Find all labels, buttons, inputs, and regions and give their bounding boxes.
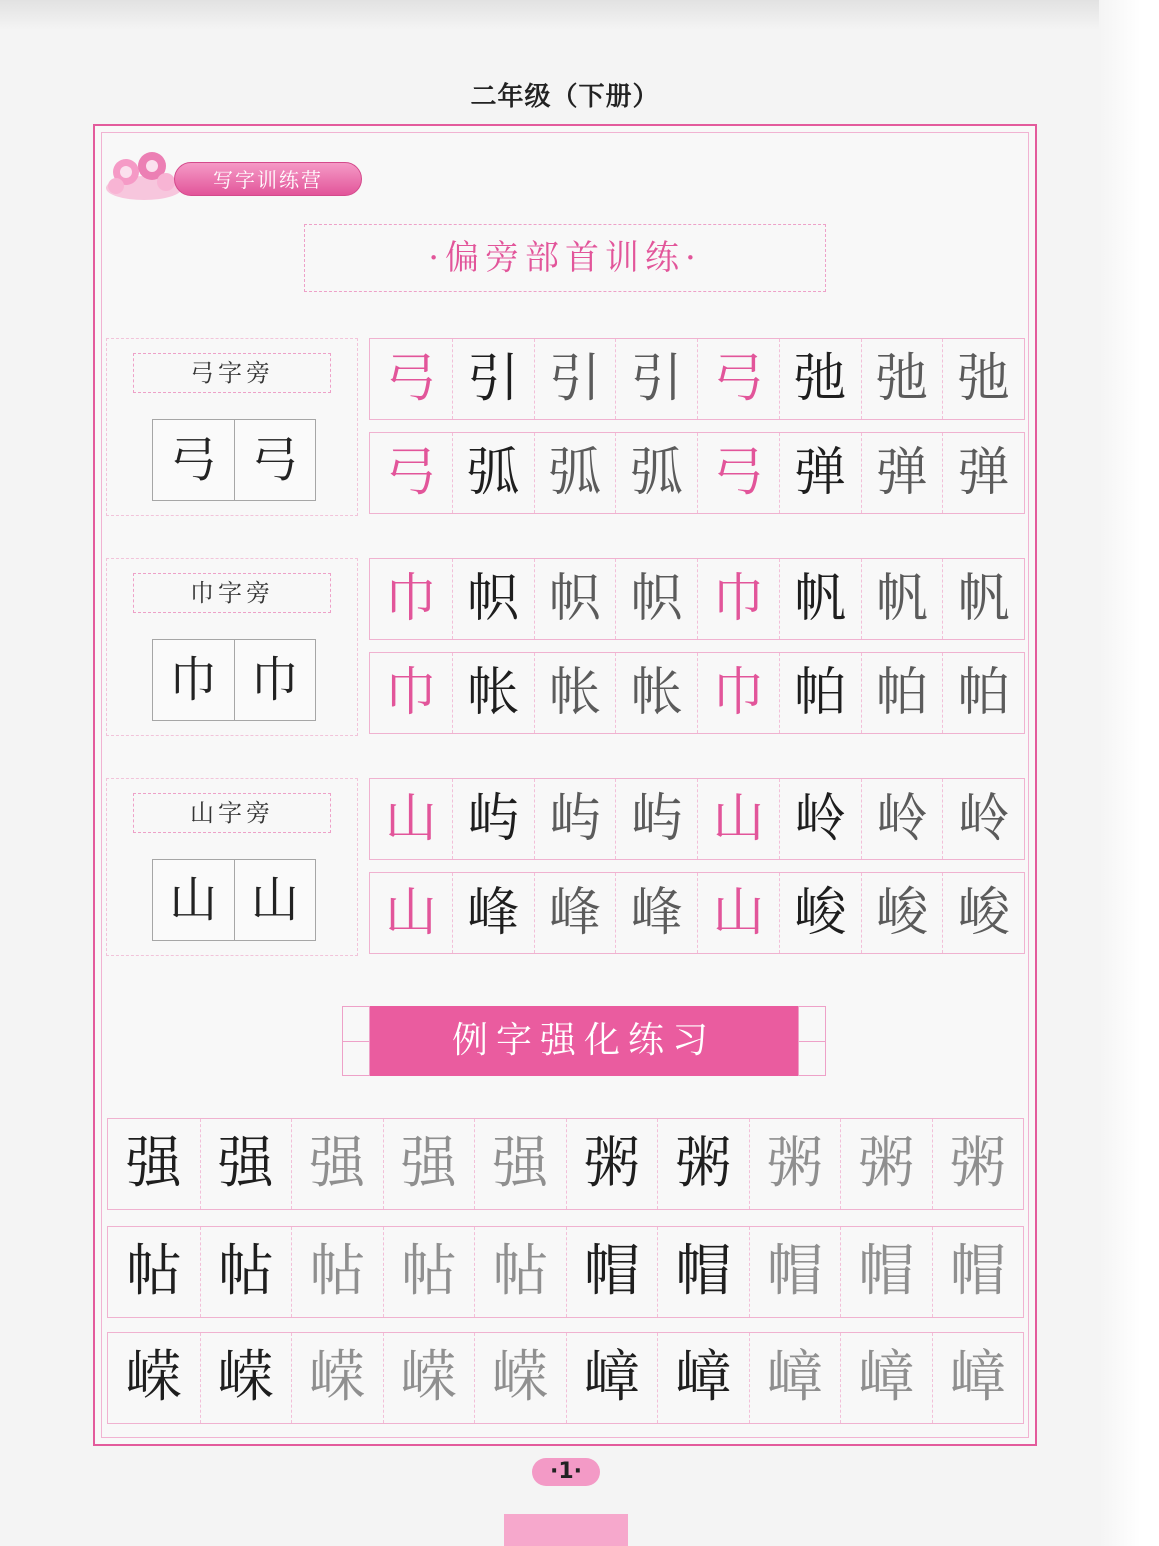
trace-char-cell: 弧 bbox=[534, 433, 616, 513]
radical-cell: 巾 bbox=[384, 569, 437, 629]
trace-char-cell: 峻 bbox=[942, 873, 1024, 953]
radical-cell: 山 bbox=[697, 873, 779, 953]
example-char-cell: 帆 bbox=[779, 559, 861, 639]
radical-sample-char: 山 bbox=[169, 872, 218, 928]
radical-sample-box bbox=[152, 859, 316, 941]
trace-char-cell: 强 bbox=[474, 1119, 566, 1209]
trace-char-cell: 嶂 bbox=[932, 1333, 1024, 1423]
example-char-cell: 弛 bbox=[779, 339, 861, 419]
radical-cell: 山 bbox=[384, 883, 437, 943]
trace-char-cell: 帜 bbox=[615, 559, 697, 639]
trace-char-cell: 峰 bbox=[534, 873, 616, 953]
example-char-cell: 岭 bbox=[779, 779, 861, 859]
trace-row bbox=[369, 872, 1025, 954]
example-char-cell: 引 bbox=[452, 339, 534, 419]
radical-sample-box bbox=[152, 639, 316, 721]
radical-sample-char: 山 bbox=[234, 860, 316, 940]
radical-cell: 山 bbox=[384, 789, 437, 849]
trace-char-cell: 屿 bbox=[615, 779, 697, 859]
trace-char-cell: 帖 bbox=[291, 1227, 383, 1317]
banner-left-grid bbox=[342, 1006, 370, 1076]
bottom-color-tab bbox=[504, 1514, 628, 1546]
trace-char-cell: 帐 bbox=[615, 653, 697, 733]
trace-char-cell: 嵘 bbox=[291, 1333, 383, 1423]
example-char-cell: 嶂 bbox=[566, 1333, 658, 1423]
radical-label: 山字旁 bbox=[133, 793, 331, 833]
radical-training-title: ·偏旁部首训练· bbox=[304, 224, 826, 292]
trace-char-cell: 粥 bbox=[932, 1119, 1024, 1209]
radical-cell: 弓 bbox=[384, 443, 437, 503]
trace-char-cell: 岭 bbox=[942, 779, 1024, 859]
radical-cell: 山 bbox=[697, 779, 779, 859]
page-number: ·1· bbox=[532, 1458, 600, 1486]
writing-camp-label: 写字训练营 bbox=[174, 162, 362, 196]
trace-char-cell: 弹 bbox=[861, 433, 943, 513]
trace-char-cell: 帽 bbox=[749, 1227, 841, 1317]
grade-title: 二年级（下册） bbox=[470, 82, 660, 112]
trace-char-cell: 嶂 bbox=[749, 1333, 841, 1423]
trace-char-cell: 引 bbox=[615, 339, 697, 419]
example-char-cell: 嵘 bbox=[200, 1333, 292, 1423]
example-row bbox=[107, 1332, 1024, 1424]
radical-cell: 巾 bbox=[697, 559, 779, 639]
trace-char-cell: 弛 bbox=[942, 339, 1024, 419]
trace-char-cell: 嵘 bbox=[474, 1333, 566, 1423]
trace-char-cell: 帕 bbox=[861, 653, 943, 733]
example-char-cell: 嶂 bbox=[657, 1333, 749, 1423]
trace-row bbox=[369, 338, 1025, 420]
radical-sample-box bbox=[152, 419, 316, 501]
example-char-cell: 弹 bbox=[779, 433, 861, 513]
trace-char-cell: 嶂 bbox=[840, 1333, 932, 1423]
radical-panel-gong bbox=[106, 338, 358, 516]
radical-cell: 巾 bbox=[697, 653, 779, 733]
example-char-cell: 帜 bbox=[452, 559, 534, 639]
radical-cell: 弓 bbox=[697, 339, 779, 419]
trace-char-cell: 帽 bbox=[932, 1227, 1024, 1317]
page-right-shadow bbox=[1099, 0, 1159, 1546]
trace-char-cell: 帖 bbox=[474, 1227, 566, 1317]
practice-banner bbox=[342, 1006, 826, 1076]
example-char-cell: 帽 bbox=[657, 1227, 749, 1317]
banner-right-grid bbox=[798, 1006, 826, 1076]
trace-row bbox=[369, 778, 1025, 860]
trace-char-cell: 引 bbox=[534, 339, 616, 419]
trace-char-cell: 帜 bbox=[534, 559, 616, 639]
writing-camp-badge bbox=[104, 148, 362, 206]
trace-char-cell: 帕 bbox=[942, 653, 1024, 733]
flower-icon bbox=[104, 148, 184, 206]
trace-row bbox=[369, 652, 1025, 734]
example-row bbox=[107, 1118, 1024, 1210]
radical-label: 弓字旁 bbox=[133, 353, 331, 393]
example-char-cell: 强 bbox=[200, 1119, 292, 1209]
example-char-cell: 峰 bbox=[452, 873, 534, 953]
example-char-cell: 屿 bbox=[452, 779, 534, 859]
trace-char-cell: 强 bbox=[291, 1119, 383, 1209]
trace-char-cell: 强 bbox=[383, 1119, 475, 1209]
example-char-cell: 帖 bbox=[125, 1239, 182, 1304]
example-char-cell: 帐 bbox=[452, 653, 534, 733]
example-char-cell: 峻 bbox=[779, 873, 861, 953]
trace-char-cell: 弛 bbox=[861, 339, 943, 419]
trace-char-cell: 嵘 bbox=[383, 1333, 475, 1423]
trace-char-cell: 峰 bbox=[615, 873, 697, 953]
trace-char-cell: 屿 bbox=[534, 779, 616, 859]
radical-panel-jin bbox=[106, 558, 358, 736]
example-char-cell: 粥 bbox=[657, 1119, 749, 1209]
trace-row bbox=[369, 558, 1025, 640]
trace-char-cell: 帽 bbox=[840, 1227, 932, 1317]
trace-char-cell: 粥 bbox=[840, 1119, 932, 1209]
trace-char-cell: 帆 bbox=[861, 559, 943, 639]
example-char-cell: 帖 bbox=[200, 1227, 292, 1317]
trace-char-cell: 峻 bbox=[861, 873, 943, 953]
radical-label: 巾字旁 bbox=[133, 573, 331, 613]
radical-cell: 弓 bbox=[384, 349, 437, 409]
example-char-cell: 嵘 bbox=[125, 1345, 182, 1410]
example-row bbox=[107, 1226, 1024, 1318]
trace-char-cell: 岭 bbox=[861, 779, 943, 859]
radical-cell: 弓 bbox=[697, 433, 779, 513]
radical-sample-char: 巾 bbox=[169, 652, 218, 708]
trace-char-cell: 帖 bbox=[383, 1227, 475, 1317]
radical-cell: 巾 bbox=[384, 663, 437, 723]
trace-char-cell: 帆 bbox=[942, 559, 1024, 639]
page-top-shadow bbox=[0, 0, 1159, 30]
trace-char-cell: 弧 bbox=[615, 433, 697, 513]
trace-row bbox=[369, 432, 1025, 514]
practice-banner-label: 例字强化练习 bbox=[370, 1006, 798, 1076]
radical-sample-char: 弓 bbox=[169, 432, 218, 488]
example-char-cell: 强 bbox=[125, 1131, 182, 1196]
example-char-cell: 弧 bbox=[452, 433, 534, 513]
example-char-cell: 帽 bbox=[566, 1227, 658, 1317]
example-char-cell: 帕 bbox=[779, 653, 861, 733]
trace-char-cell: 帐 bbox=[534, 653, 616, 733]
trace-char-cell: 弹 bbox=[942, 433, 1024, 513]
example-char-cell: 粥 bbox=[566, 1119, 658, 1209]
trace-char-cell: 粥 bbox=[749, 1119, 841, 1209]
radical-panel-shan bbox=[106, 778, 358, 956]
radical-sample-char: 弓 bbox=[234, 420, 316, 500]
radical-sample-char: 巾 bbox=[234, 640, 316, 720]
